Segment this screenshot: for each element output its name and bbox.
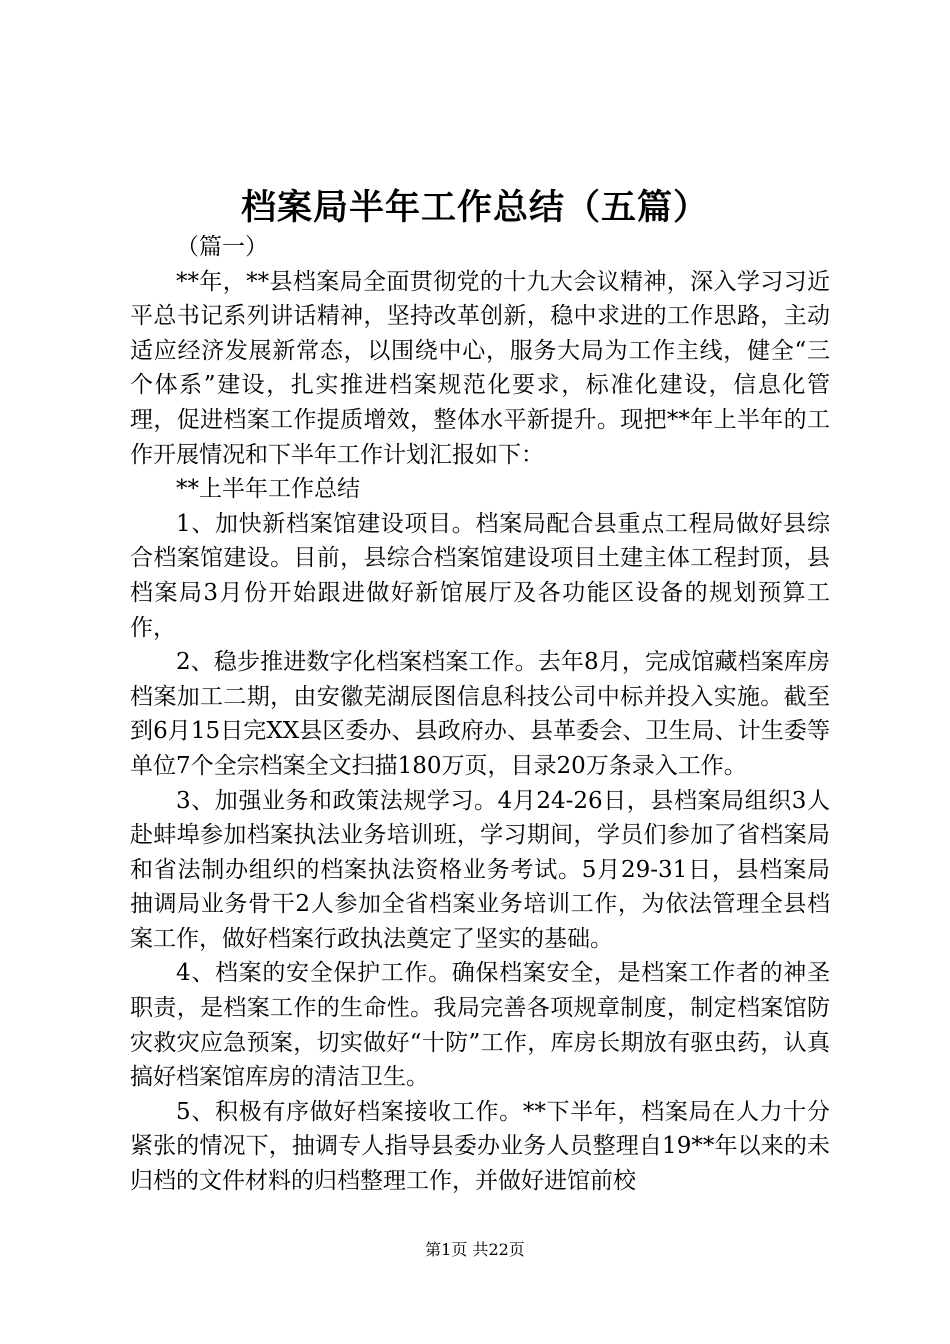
page-number-footer: 第1页 共22页	[425, 1240, 525, 1259]
section-heading: **上半年工作总结	[176, 476, 360, 503]
document-body	[130, 230, 830, 1199]
paragraph-item-3: 3、加强业务和政策法规学习。4月24-26日，县档案局组织3人赴蚌埠参加档案执法业务培训班，学习期间，学员们参加了省档案局和省法制办组织的档案执法资格业务考试。5月29-31日，县档案局抽调局业务骨干2人参加全省档案业务培训工作，为依法管理全县档案工作，做好档案行政执法奠定了坚实的基础。	[130, 787, 830, 952]
paragraph-item-1: 1、加快新档案馆建设项目。档案局配合县重点工程局做好县综合档案馆建设。目前，县综合档案馆建设项目土建主体工程封顶，县档案局3月份开始跟进做好新馆展厅及各功能区设备的规划预算工作，	[130, 510, 830, 641]
document-title: 档案局半年工作总结（五篇）	[240, 187, 709, 228]
paragraph-item-2: 2、稳步推进数字化档案档案工作。去年8月，完成馆藏档案库房档案加工二期，由安徽芜湖辰图信息科技公司中标并投入实施。截至到6月15日完XX县区委办、县政府办、县革委会、卫生局、计生委等单位7个全宗档案全文扫描180万页，目录20万条录入工作。	[130, 649, 830, 779]
paragraph-item-5: 5、积极有序做好档案接收工作。**下半年，档案局在人力十分紧张的情况下，抽调专人指导县委办业务人员整理自19**年以来的未归档的文件材料的归档整理工作，并做好进馆前校	[130, 1098, 830, 1195]
section-label: （篇一）	[176, 234, 268, 260]
paragraph-intro: **年，**县档案局全面贯彻党的十九大会议精神，深入学习习近平总书记系列讲话精神，坚持改革创新，稳中求进的工作思路，主动适应经济发展新常态，以围绕中心，服务大局为工作主线，健全“三个体系”建设，扎实推进档案规范化要求，标准化建设，信息化管理，促进档案工作提质增效，整体水平新提升。现把**年上半年的工作开展情况和下半年工作计划汇报如下：	[130, 268, 830, 468]
paragraph-item-4: 4、档案的安全保护工作。确保档案安全，是档案工作者的神圣职责，是档案工作的生命性。我局完善各项规章制度，制定档案馆防灾救灾应急预案，切实做好“十防”工作，库房长期放有驱虫药，认真搞好档案馆库房的清洁卫生。	[130, 960, 830, 1091]
